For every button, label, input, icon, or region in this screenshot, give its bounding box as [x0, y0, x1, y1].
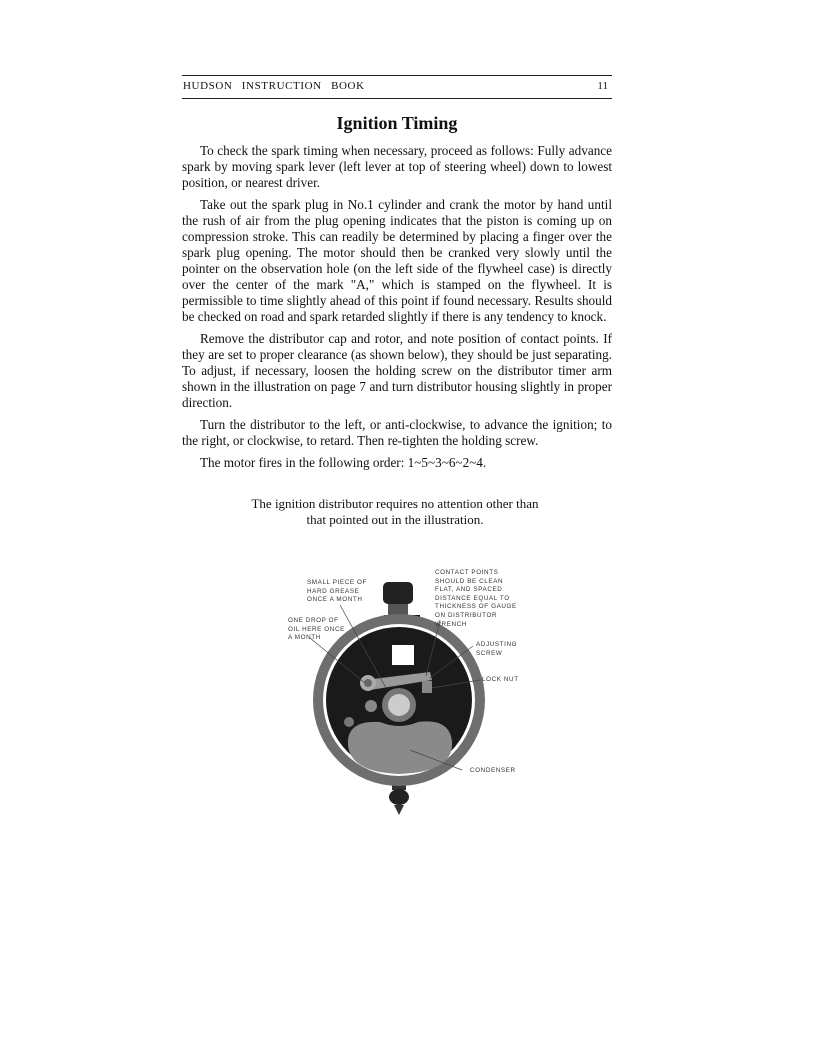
section-title: Ignition Timing — [336, 113, 458, 133]
label-oil: ONE DROP OF OIL HERE ONCE A MONTH — [288, 617, 345, 642]
paragraph: Turn the distributor to the left, or anti-clockwise, to advance the ignition; to the right, or clockwise, to retard. Then re-tighten the holding screw. — [182, 417, 612, 448]
label-contact-points: CONTACT POINTS SHOULD BE CLEAN FLAT, AND SPACED DISTANCE EQUAL TO THICKNESS OF GAUGE ON DISTRIBUTOR WRENCH — [435, 569, 517, 628]
figure-caption: The ignition distributor requires no attention other than that pointed out in the illustration. — [251, 496, 539, 527]
distributor-illustration — [270, 560, 540, 820]
label-condenser: CONDENSER — [470, 767, 516, 774]
paragraph: Remove the distributor cap and rotor, and note position of contact points. If they are set to proper clearance (as shown below), they should be just separating. To adjust, if necessary, loosen the holding screw on the distributor timer arm shown in the illustration on page 7 and turn distributor housing slightly in proper direction. — [182, 331, 612, 410]
body-text — [182, 143, 612, 477]
running-header — [182, 75, 612, 99]
paragraph: To check the spark timing when necessary, proceed as follows: Fully advance spark by moving spark lever (left lever at top of steering wheel) down to lowest position, or nearest driver. — [182, 143, 612, 190]
paragraph: Take out the spark plug in No.1 cylinder and crank the motor by hand until the rush of air from the plug opening indicates that the piston is coming up on compression stroke. This can readily be determined by placing a finger over the spark plug opening. The motor should then be cranked very slowly until the pointer on the observation hole (on the left side of the flywheel case) is directly over the center of the mark "A," which is stamped on the flywheel. It is permissible to time slightly ahead of this point if found necessary. Results should be checked on road and spark retarded slightly if there is any tendency to knock. — [182, 197, 612, 324]
label-grease: SMALL PIECE OF HARD GREASE ONCE A MONTH — [307, 579, 367, 604]
paragraph: The motor fires in the following order: 1~5~3~6~2~4. — [200, 455, 487, 470]
page-number: 11 — [597, 80, 608, 92]
label-adjusting-screw: ADJUSTING SCREW — [476, 641, 518, 657]
running-title: HUDSON INSTRUCTION BOOK — [183, 80, 365, 92]
label-lock-nut: LOCK NUT — [482, 676, 519, 683]
